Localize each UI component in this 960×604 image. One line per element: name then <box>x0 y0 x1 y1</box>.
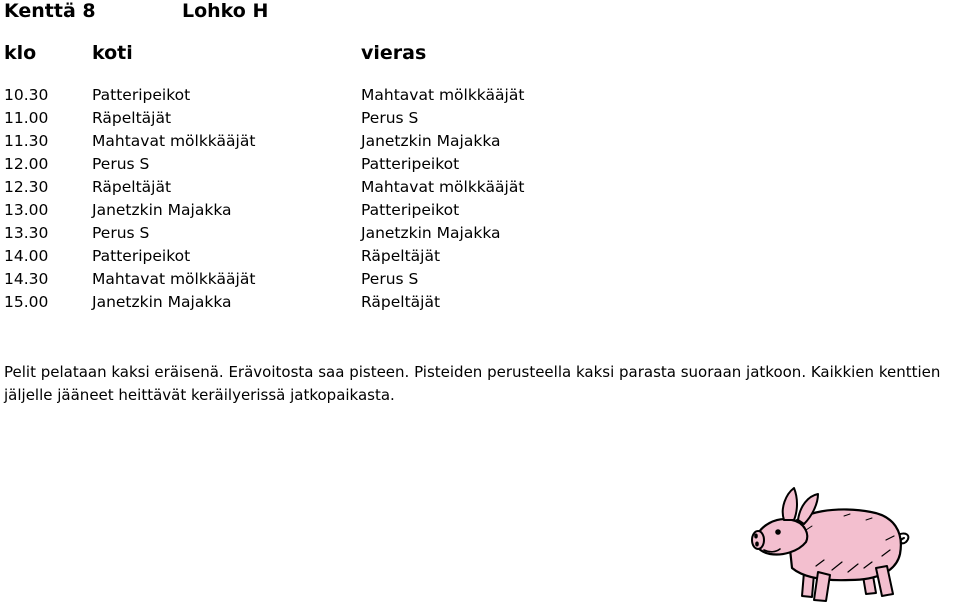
match-schedule <box>4 84 604 324</box>
match-time: 11.30 <box>4 132 49 150</box>
match-row <box>4 291 604 314</box>
home-team: Perus S <box>92 224 150 242</box>
block-title: Lohko H <box>182 0 269 22</box>
match-time: 12.00 <box>4 155 49 173</box>
home-team: Räpeltäjät <box>92 109 172 127</box>
match-time: 15.00 <box>4 293 49 311</box>
rules-note-line-2: jäljelle jääneet heittävät keräilyerissä jatkopaikasta. <box>4 386 395 404</box>
match-row <box>4 268 604 291</box>
column-header-home: koti <box>92 42 133 64</box>
away-team: Räpeltäjät <box>361 247 441 265</box>
home-team: Mahtavat mölkkääjät <box>92 270 256 288</box>
away-team: Janetzkin Majakka <box>361 132 501 150</box>
field-title: Kenttä 8 <box>4 0 96 22</box>
match-row <box>4 245 604 268</box>
home-team: Mahtavat mölkkääjät <box>92 132 256 150</box>
match-row <box>4 107 604 130</box>
home-team: Räpeltäjät <box>92 178 172 196</box>
away-team: Janetzkin Majakka <box>361 224 501 242</box>
home-team: Janetzkin Majakka <box>92 201 232 219</box>
match-time: 13.00 <box>4 201 49 219</box>
match-row <box>4 130 604 153</box>
rules-note-line-1: Pelit pelataan kaksi eräisenä. Erävoitosta saa pisteen. Pisteiden perusteella kaksi parasta suoraan jatkoon. Kaikkien kenttien <box>4 363 941 381</box>
match-row <box>4 153 604 176</box>
match-row <box>4 222 604 245</box>
column-header-away: vieras <box>361 42 427 64</box>
match-row <box>4 176 604 199</box>
pig-icon <box>746 480 916 604</box>
match-time: 11.00 <box>4 109 49 127</box>
away-team: Räpeltäjät <box>361 293 441 311</box>
home-team: Janetzkin Majakka <box>92 293 232 311</box>
match-row <box>4 84 604 107</box>
home-team: Perus S <box>92 155 150 173</box>
column-header-time: klo <box>4 42 37 64</box>
match-time: 12.30 <box>4 178 49 196</box>
match-time: 14.30 <box>4 270 49 288</box>
away-team: Patteripeikot <box>361 201 460 219</box>
home-team: Patteripeikot <box>92 86 191 104</box>
away-team: Mahtavat mölkkääjät <box>361 178 525 196</box>
away-team: Perus S <box>361 109 419 127</box>
match-time: 14.00 <box>4 247 49 265</box>
match-row <box>4 199 604 222</box>
away-team: Patteripeikot <box>361 155 460 173</box>
away-team: Perus S <box>361 270 419 288</box>
away-team: Mahtavat mölkkääjät <box>361 86 525 104</box>
match-time: 13.30 <box>4 224 49 242</box>
match-time: 10.30 <box>4 86 49 104</box>
home-team: Patteripeikot <box>92 247 191 265</box>
